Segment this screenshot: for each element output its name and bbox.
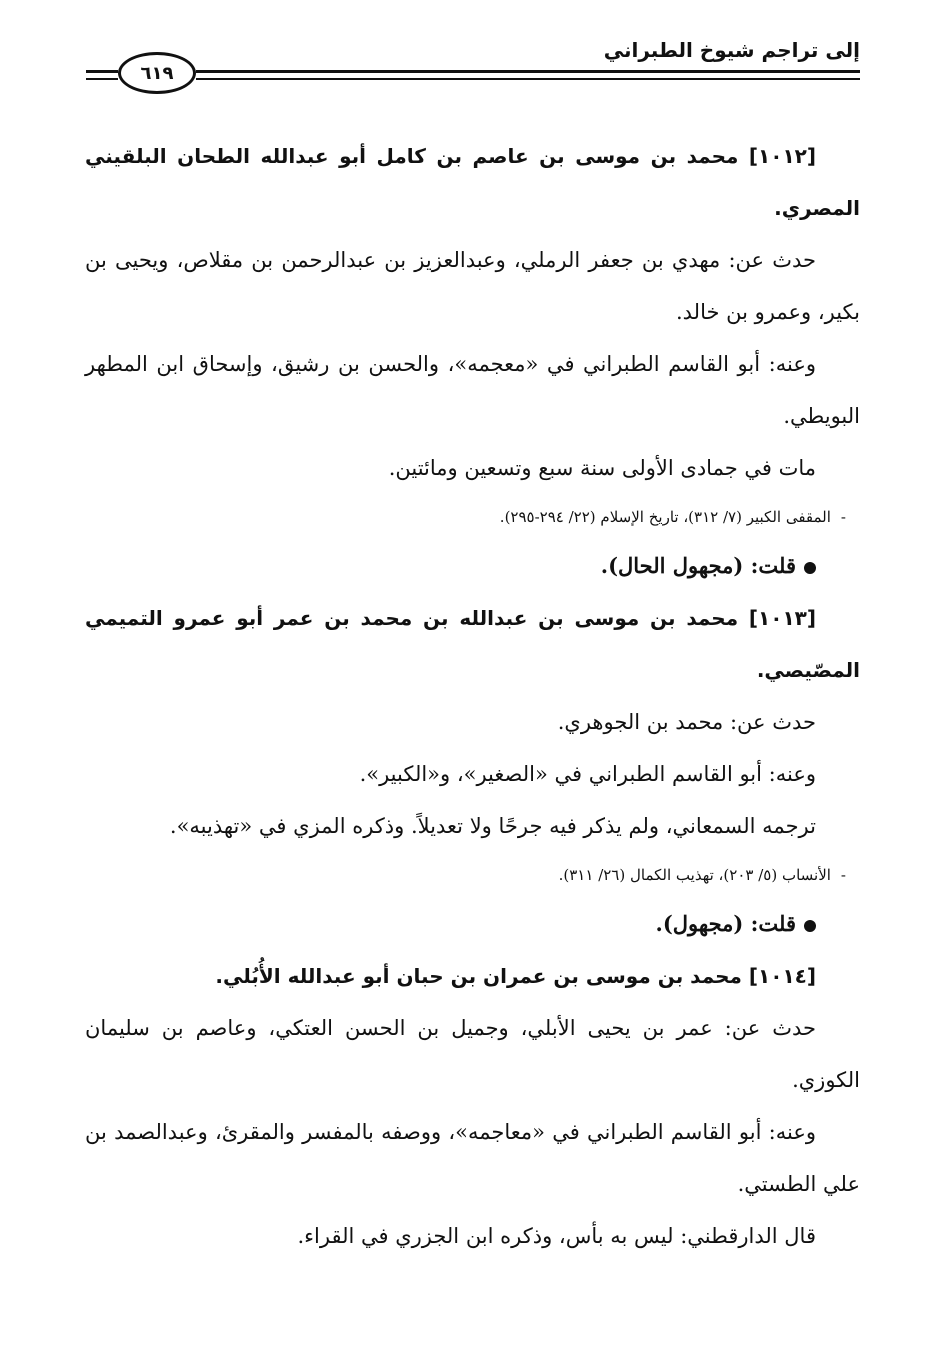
narrated-from-1012: حدث عن: مهدي بن جعفر الرملي، وعبدالعزيز بن عبدالرحمن بن مقلاص، ويحيى بن بكير، وعمرو بن خالد.: [85, 248, 860, 324]
dash-marker: -: [840, 508, 846, 526]
bullet-icon: [804, 920, 816, 932]
header-rule-bottom: [196, 78, 860, 80]
assessment-1014: قال الدارقطني: ليس به بأس، وذكره ابن الجزري في القراء.: [297, 1224, 816, 1248]
narrators-1012: وعنه: أبو القاسم الطبراني في «معجمه»، والحسن بن رشيق، وإسحاق ابن المطهر البويطي.: [85, 352, 860, 428]
narrated-from-1013: حدث عن: محمد بن الجوهري.: [557, 710, 816, 734]
header-rule-left-bottom: [86, 78, 118, 80]
header-rule-top: [196, 70, 860, 73]
header-rule-left-top: [86, 70, 118, 73]
dash-marker: -: [840, 866, 846, 884]
biography-note-1013: ترجمه السمعاني، ولم يذكر فيه جرحًا ولا تعديلاً. وذكره المزي في «تهذيبه».: [169, 814, 816, 838]
entry-heading-1013: [١٠١٣] محمد بن موسى بن عبدالله بن محمد بن عمر أبو عمرو التميمي المصّيصي.: [85, 606, 860, 682]
verdict-text: قلت: (مجهول).: [655, 911, 796, 936]
sources-text: الأنساب (٥/ ٢٠٣)، تهذيب الكمال (٢٦/ ٣١١).: [558, 866, 831, 884]
sources-1013: [85, 852, 860, 898]
sources-text: المقفى الكبير (٧/ ٣١٢)، تاريخ الإسلام (٢٢/ ٢٩٤-٢٩٥).: [499, 508, 831, 526]
page-number-badge: ٦١٩: [118, 52, 196, 94]
running-header-title: إلى تراجم شيوخ الطبراني: [603, 38, 860, 62]
page-body: [85, 130, 860, 1262]
narrated-from-1014: حدث عن: عمر بن يحيى الأبلي، وجميل بن الحسن العتكي، وعاصم بن سليمان الكوزي.: [85, 1016, 860, 1092]
narrators-1014: وعنه: أبو القاسم الطبراني في «معاجمه»، ووصفه بالمفسر والمقرئ، وعبدالصمد بن علي الطستي.: [85, 1120, 860, 1196]
entry-heading-1014: [١٠١٤] محمد بن موسى بن عمران بن حبان أبو عبدالله الأُبُلي.: [215, 964, 816, 988]
death-note-1012: مات في جمادى الأولى سنة سبع وتسعين ومائتين.: [388, 456, 816, 480]
sources-1012: [85, 494, 860, 540]
entry-heading-1012: [١٠١٢] محمد بن موسى بن عاصم بن كامل أبو عبدالله الطحان البلقيني المصري.: [85, 144, 860, 220]
bullet-icon: [804, 562, 816, 574]
verdict-1013: [85, 898, 860, 950]
verdict-1012: [85, 540, 860, 592]
verdict-text: قلت: (مجهول الحال).: [600, 553, 796, 578]
narrators-1013: وعنه: أبو القاسم الطبراني في «الصغير»، و«الكبير».: [359, 762, 816, 786]
